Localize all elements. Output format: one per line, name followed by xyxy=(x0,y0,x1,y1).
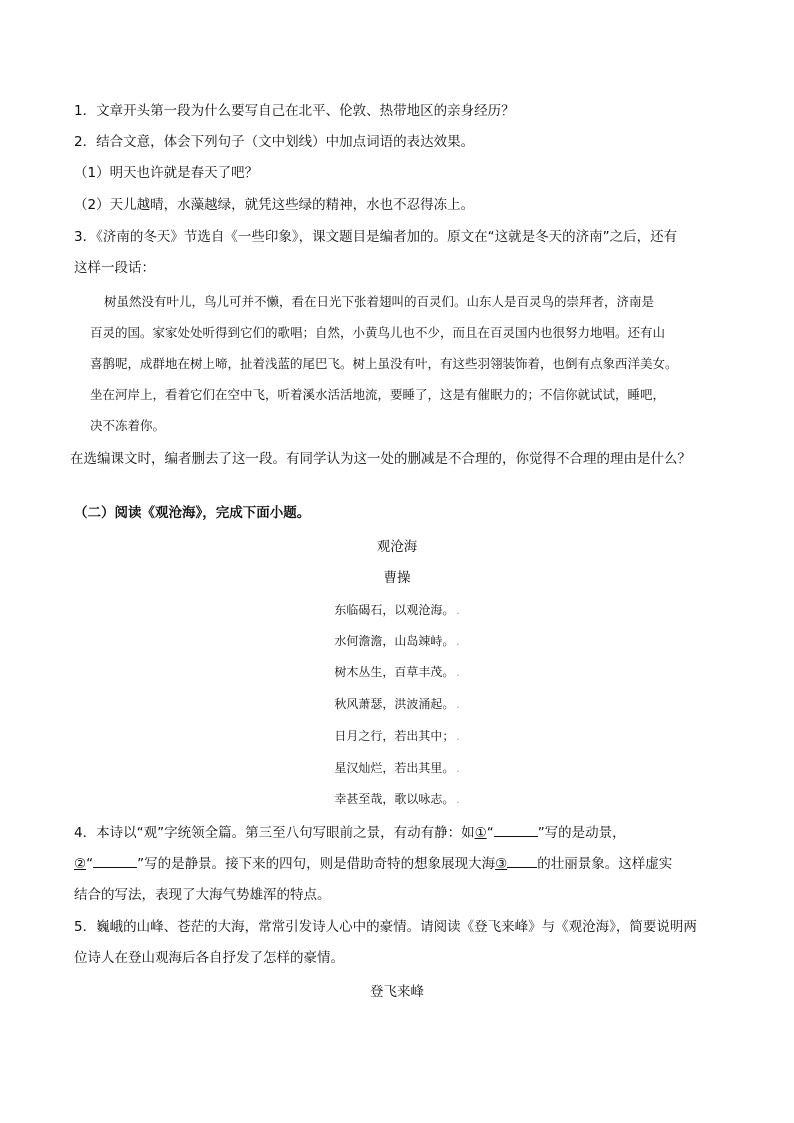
poem-author: 曹操 xyxy=(383,570,411,586)
passage-line: 坐在河岸上，看着它们在空中飞，听着溪水活活地流，要睡了，这是有催眠力的；不信你就试试，睡吧， xyxy=(90,387,666,402)
answer-blank-1[interactable] xyxy=(494,822,538,837)
question-5-line-1: 5．巍峨的山峰、苍茫的大海，常常引发诗人心中的豪情。请阅读《登飞来峰》与《观沧海》，简要说明两 xyxy=(74,919,697,935)
question-5-line-2: 位诗人在登山观海后各自抒发了怎样的豪情。 xyxy=(74,950,344,966)
question-4-line-1: 4．本诗以“观”字统领全篇。第三至八句写眼前之景，有动有静：如①“ ”写的是动景， xyxy=(74,822,754,843)
passage-line: 决不冻着你。 xyxy=(90,418,166,433)
poem-line: 东临碣石，以观沧海。 . xyxy=(334,603,460,617)
question-4-line-3: 结合的写法，表现了大海气势雄浑的特点。 xyxy=(74,887,331,903)
passage-line: 树虽然没有叶儿，鸟儿可并不懒，看在日光下张着翅叫的百灵们。山东人是百灵鸟的崇拜者，济南是 xyxy=(104,294,655,309)
poem-line: 树木丛生，百草丰茂。 . xyxy=(334,665,460,679)
passage-line: 百灵的国。家家处处听得到它们的歌唱；自然，小黄鸟儿也不少，而且在百灵国内也很努力地唱。还有山 xyxy=(90,325,666,340)
question-4-line-2: ②“ ”写的是静景。接下来的四句，则是借助奇特的想象展现大海③ 的壮丽景象。这样虚实 xyxy=(74,853,754,874)
question-2: 2．结合文意，体会下列句子（文中划线）中加点词语的表达效果。 xyxy=(74,134,475,150)
poem-line: 星汉灿烂，若出其里。 . xyxy=(334,761,460,775)
question-1: 1．文章开头第一段为什么要写自己在北平、伦敦、热带地区的亲身经历？ xyxy=(74,103,515,119)
quoted-passage xyxy=(90,286,730,441)
question-3-line-1: 3．《济南的冬天》节选自《一些印象》，课文题目是编者加的。原文在“这就是冬天的济南”之后，还有 xyxy=(74,229,678,245)
marker-1: ① xyxy=(474,825,487,841)
question-3-line-2: 这样一段话： xyxy=(74,260,155,276)
poem-2-title: 登飞来峰 xyxy=(370,984,424,1000)
poem-title: 观沧海 xyxy=(376,539,418,555)
section-2-title: （二）阅读《观沧海》，完成下面小题。 xyxy=(74,505,311,521)
question-2-sub-1: （1）明天也许就是春天了吧？ xyxy=(74,165,259,181)
marker-3: ③ xyxy=(495,856,508,872)
marker-2: ② xyxy=(74,856,87,872)
poem-line: 日月之行，若出其中； . xyxy=(334,729,460,743)
answer-blank-3[interactable] xyxy=(507,853,537,868)
question-2-sub-2: （2）天儿越晴，水藻越绿，就凭这些绿的精神，水也不忍得冻上。 xyxy=(74,197,475,213)
passage-line: 喜鹊呢，成群地在树上啼，扯着浅蓝的尾巴飞。树上虽没有叶，有这些羽翎装饰着，也倒有点象西洋美女。 xyxy=(90,356,678,371)
poem-line: 水何澹澹，山岛竦峙。 . xyxy=(334,634,460,648)
poem-line: 秋风萧瑟，洪波涌起。 . xyxy=(334,697,460,711)
poem-line: 幸甚至哉，歌以咏志。 . xyxy=(334,792,460,806)
question-3-prompt: 在选编课文时，编者删去了这一段。有同学认为这一处的删减是不合理的，你觉得不合理的理由是什么？ xyxy=(70,451,691,467)
answer-blank-2[interactable] xyxy=(93,853,137,868)
